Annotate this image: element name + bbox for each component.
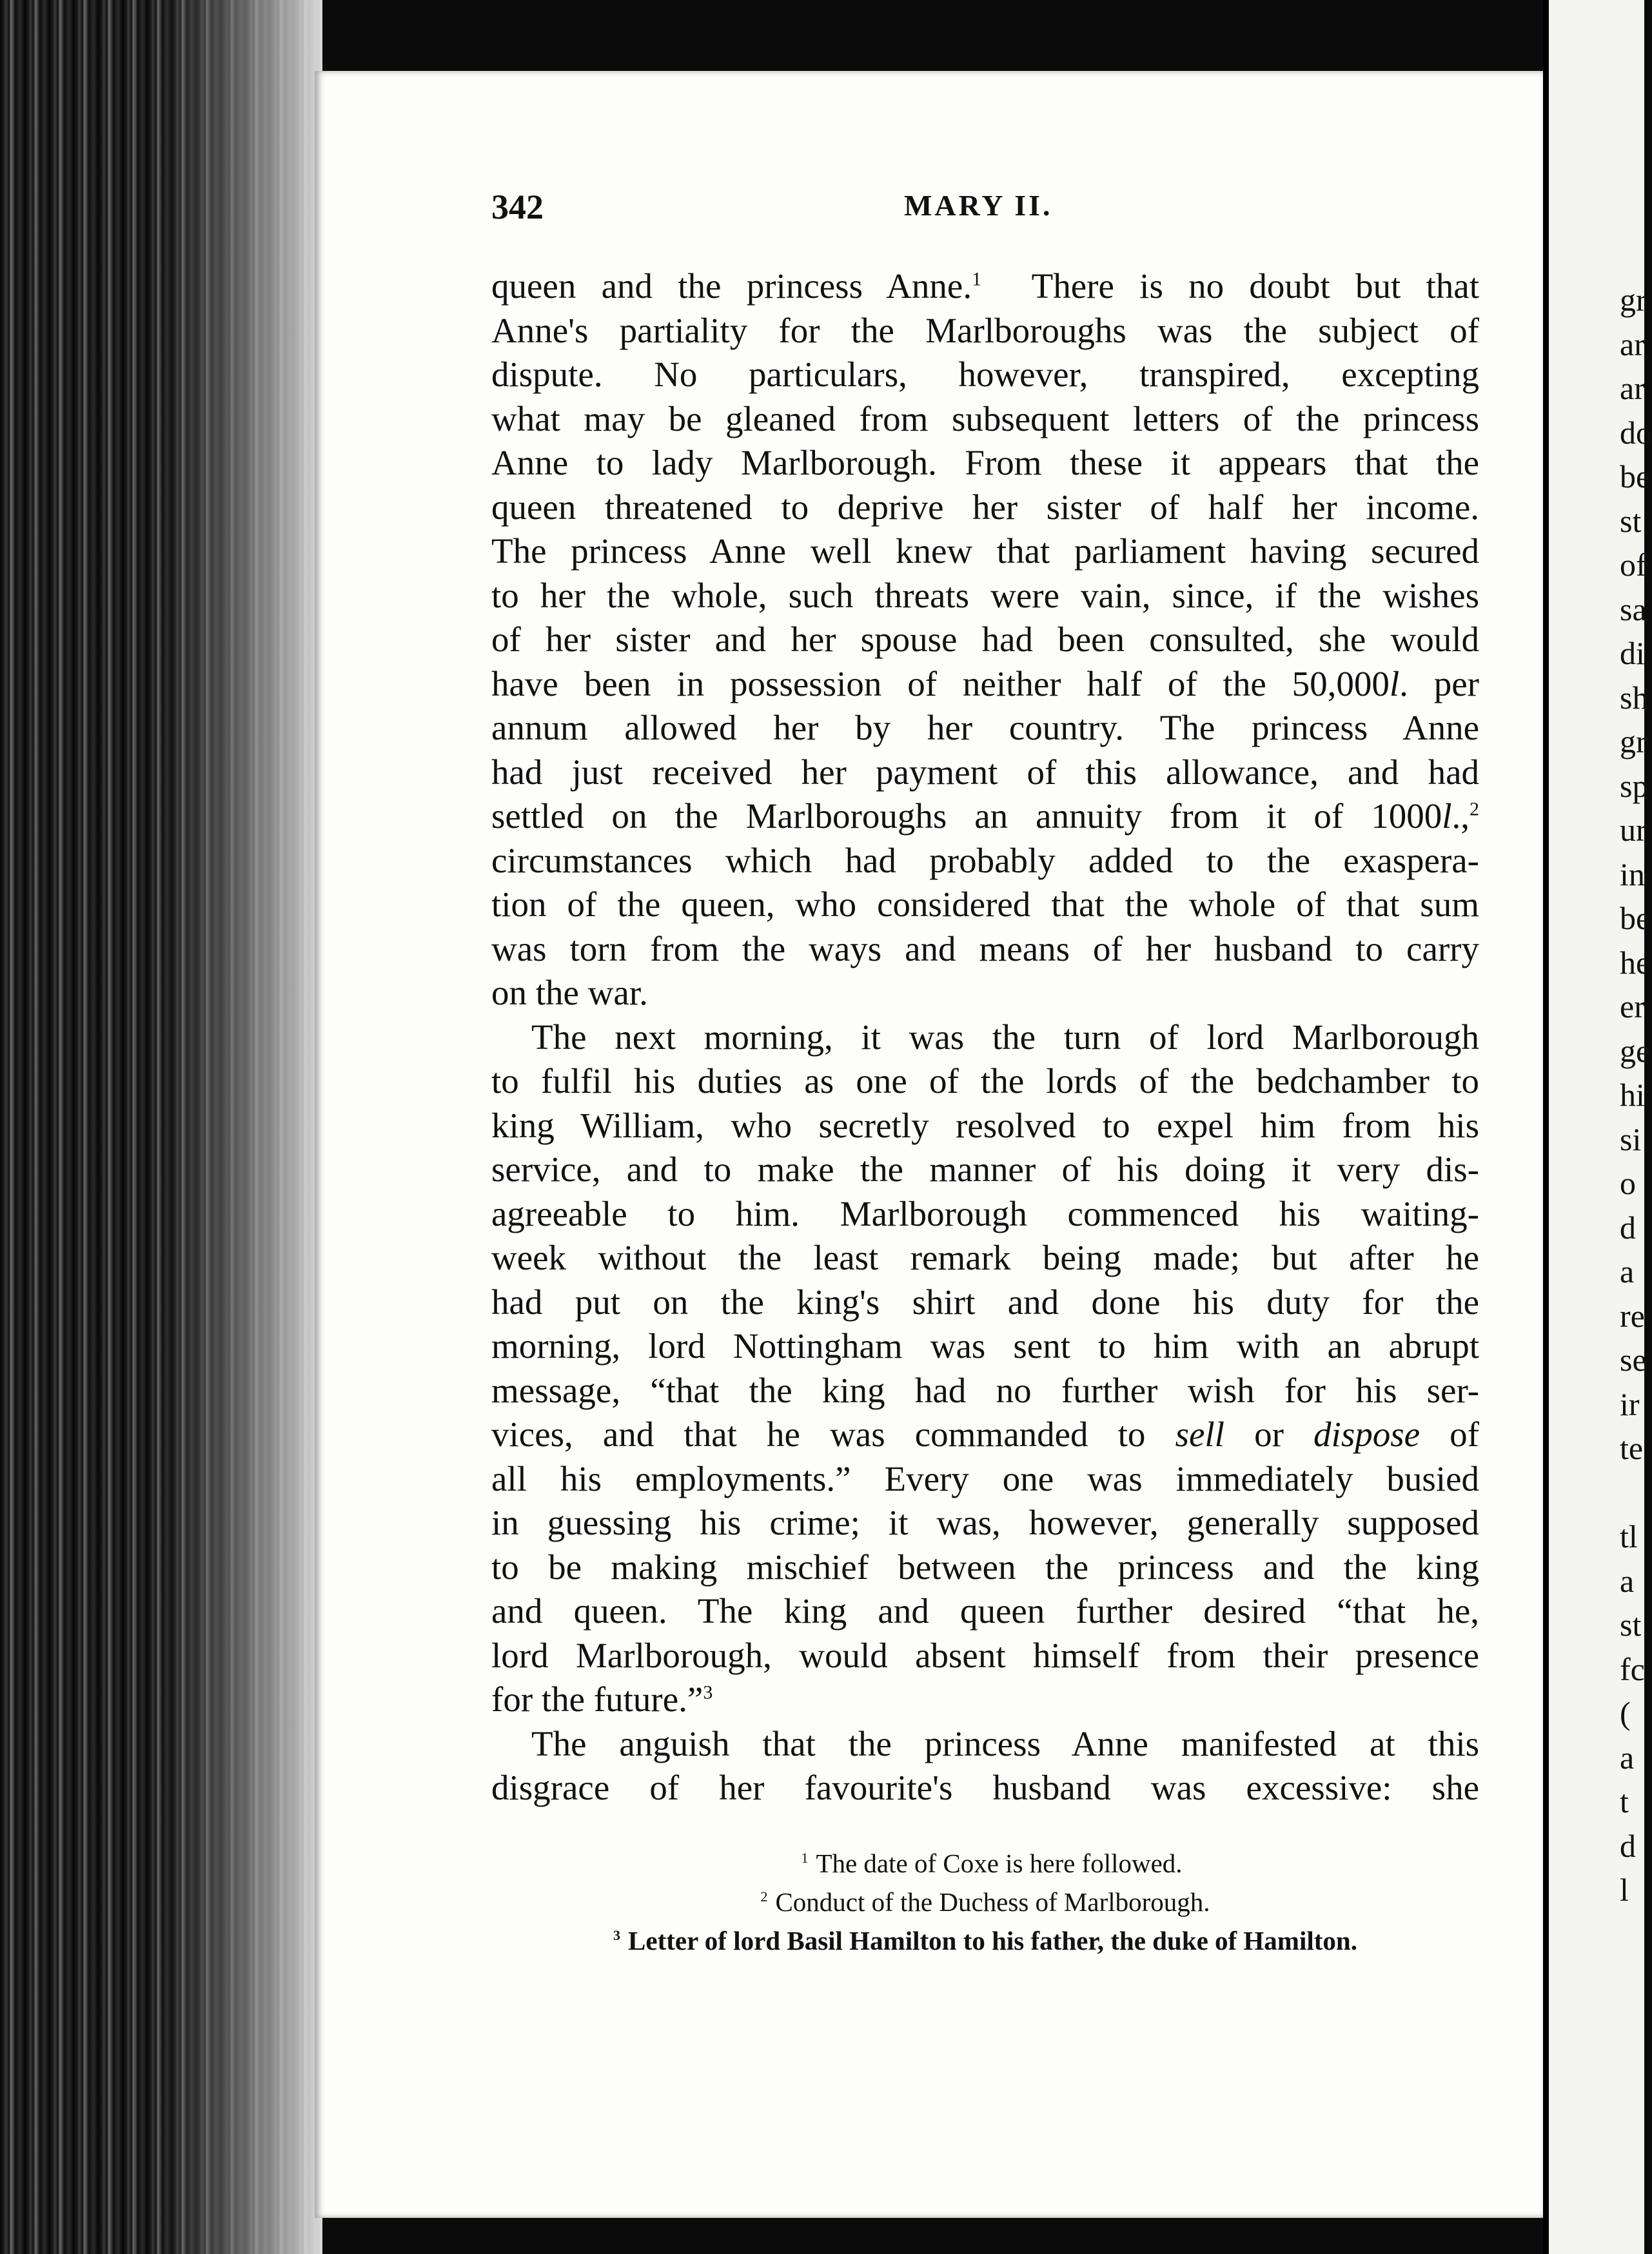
text-line: The next morning, it was the turn of lord Marlborough: [531, 1017, 1479, 1057]
text-line: dispute. No particulars, however, transpired, excepting: [491, 355, 1479, 394]
text-line: all his employments.” Every one was immediately busied: [491, 1458, 1479, 1498]
facing-page-fragment: a: [1620, 1253, 1635, 1289]
text-line: to be making mischief between the princess and the king: [491, 1547, 1479, 1587]
facing-page-fragment: fc: [1620, 1651, 1645, 1687]
facing-page-fragment: be: [1620, 900, 1651, 936]
text-line: and queen. The king and queen further desired “that he,: [491, 1591, 1479, 1631]
text-line: Anne's partiality for the Marlboroughs was the subject of: [491, 310, 1479, 350]
facing-page-fragment: gr: [1620, 282, 1647, 318]
facing-page-fragment: er: [1620, 988, 1645, 1024]
facing-page-fragment: ir: [1620, 1386, 1640, 1422]
text-line: queen threatened to deprive her sister of half her income.: [491, 487, 1479, 527]
text-line: had just received her payment of this allowance, and had: [491, 752, 1479, 792]
text-line: to her the whole, such threats were vain, since, if the wishes: [491, 575, 1479, 615]
text-line: agreeable to him. Marlborough commenced his waiting-: [491, 1193, 1479, 1233]
text-line: The anguish that the princess Anne manifested at this: [531, 1723, 1479, 1763]
body-text: [491, 264, 1479, 1810]
text-line: The princess Anne well knew that parliament having secured: [491, 531, 1479, 571]
text-line: for the future.”$^3$: [491, 1680, 713, 1719]
text-line: tion of the queen, who considered that the whole of that sum: [491, 885, 1479, 924]
footnotes: [491, 1844, 1479, 1960]
facing-page-fragment: ur: [1620, 812, 1647, 848]
text-line: settled on the Marlboroughs an annuity from it of 1000l.,$^2$: [491, 796, 1479, 836]
text-line: annum allowed her by her country. The princess Anne: [491, 708, 1479, 747]
facing-page-fragment: be: [1620, 458, 1651, 495]
text-line: in guessing his crime; it was, however, generally supposed: [491, 1503, 1479, 1542]
facing-page-fragment: ar: [1620, 370, 1645, 406]
facing-page-fragment: sa: [1620, 591, 1647, 627]
text-line: of her sister and her spouse had been consulted, she would: [491, 620, 1479, 659]
facing-page-fragment: hi: [1620, 1077, 1645, 1113]
facing-page-fragment: do: [1620, 414, 1652, 451]
facing-page-fragment: (: [1620, 1695, 1631, 1731]
facing-page-fragment: gr: [1620, 723, 1647, 760]
facing-page-fragment: d: [1620, 1209, 1636, 1246]
facing-page-fragment: sh: [1620, 679, 1649, 716]
facing-page-fragment: o: [1620, 1165, 1636, 1201]
page-header: [491, 187, 1484, 232]
text-line: message, “that the king had no further wish for his ser-: [491, 1370, 1479, 1410]
text-line: morning, lord Nottingham was sent to him with an abrupt: [491, 1326, 1479, 1366]
facing-page-fragment: of: [1620, 547, 1647, 583]
facing-page-fragment: d: [1620, 1827, 1636, 1864]
text-line: to fulfil his duties as one of the lords of the bedchamber to: [491, 1061, 1479, 1101]
page-number: 342: [491, 188, 544, 226]
facing-page-fragment: tl: [1620, 1518, 1638, 1554]
facing-page-fragment: he: [1620, 944, 1651, 981]
facing-page-fragment: a: [1620, 1562, 1635, 1599]
facing-page-fragment: st: [1620, 1607, 1642, 1643]
facing-page-fragment: se: [1620, 1342, 1647, 1378]
facing-page-fragment: ge: [1620, 1032, 1651, 1069]
text-line: vices, and that he was commanded to sell or dispose of: [491, 1415, 1479, 1454]
text-line: on the war.: [491, 973, 648, 1012]
facing-page-fragment: st: [1620, 502, 1642, 539]
facing-page-fragment: re: [1620, 1297, 1645, 1334]
text-line: circumstances which had probably added to the exaspera-: [491, 840, 1479, 880]
facing-page-fragment: in: [1620, 856, 1645, 892]
footnote: $^3$ Letter of lord Basil Hamilton to his father, the duke of Hamilton.: [613, 1926, 1357, 1955]
book-edge: [0, 0, 322, 2254]
text-line: what may be gleaned from subsequent letters of the princess: [491, 398, 1479, 438]
running-head: MARY II.: [904, 189, 1053, 222]
text-line: king William, who secretly resolved to expel him from his: [491, 1105, 1479, 1145]
facing-page-fragment: ar: [1620, 326, 1645, 362]
footnote: $^1$ The date of Coxe is here followed.: [801, 1848, 1183, 1878]
text-line: Anne to lady Marlborough. From these it appears that the: [491, 443, 1479, 482]
text-line: queen and the princess Anne.$^1$ There is no doubt but that: [491, 266, 1479, 306]
text-line: service, and to make the manner of his doing it very dis-: [491, 1150, 1479, 1189]
facing-page-fragment: t: [1620, 1783, 1629, 1819]
facing-page-fragment: te: [1620, 1430, 1644, 1466]
text-line: had put on the king's shirt and done his duty for the: [491, 1282, 1479, 1322]
text-line: disgrace of her favourite's husband was excessive: she: [491, 1768, 1479, 1807]
text-line: week without the least remark being made; but after he: [491, 1238, 1479, 1277]
facing-page-fragment: a: [1620, 1739, 1635, 1776]
text-line: have been in possession of neither half of the 50,000l. per: [491, 663, 1479, 703]
facing-page: [1549, 0, 1652, 2254]
text-line: lord Marlborough, would absent himself from their presence: [491, 1635, 1479, 1675]
footnote: $^2$ Conduct of the Duchess of Marlborough.: [760, 1887, 1210, 1917]
facing-page-fragment: l: [1620, 1872, 1629, 1908]
facing-page-fragment: si: [1620, 1121, 1642, 1157]
text-line: was torn from the ways and means of her husband to carry: [491, 928, 1479, 968]
facing-page-fragment: di: [1620, 635, 1645, 671]
facing-page-fragment: sp: [1620, 767, 1649, 804]
